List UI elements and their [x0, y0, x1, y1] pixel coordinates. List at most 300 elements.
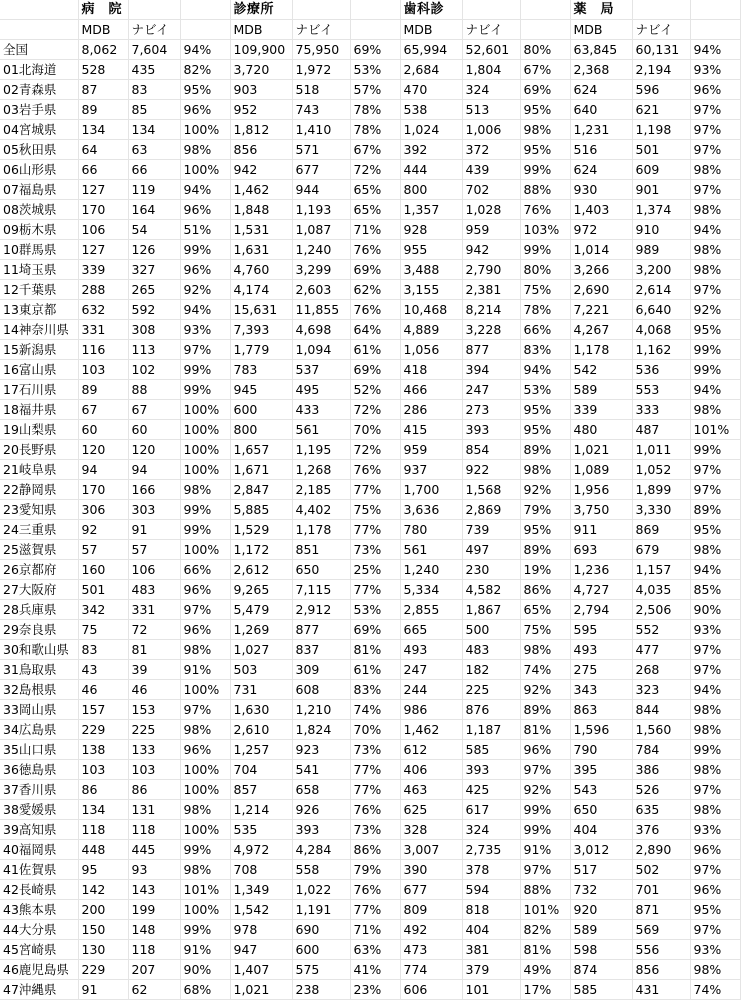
- value-cell: 4,174: [230, 280, 292, 300]
- value-cell: 230: [462, 560, 520, 580]
- value-cell: 8,062: [78, 40, 128, 60]
- value-cell: 131: [128, 800, 180, 820]
- value-cell: 621: [632, 100, 690, 120]
- value-cell: 493: [570, 640, 632, 660]
- value-cell: 1,056: [400, 340, 462, 360]
- value-cell: 1,568: [462, 480, 520, 500]
- value-cell: 3,228: [462, 320, 520, 340]
- value-cell: 497: [462, 540, 520, 560]
- value-cell: 517: [570, 860, 632, 880]
- value-cell: 98%: [180, 860, 230, 880]
- value-cell: 526: [632, 780, 690, 800]
- value-cell: 4,284: [292, 840, 350, 860]
- value-cell: 2,912: [292, 600, 350, 620]
- value-cell: 393: [462, 760, 520, 780]
- value-cell: 4,698: [292, 320, 350, 340]
- value-cell: 62: [128, 980, 180, 1000]
- value-cell: 81%: [520, 940, 570, 960]
- value-cell: 876: [462, 700, 520, 720]
- value-cell: 98%: [690, 760, 740, 780]
- value-cell: 100%: [180, 680, 230, 700]
- value-cell: 589: [570, 920, 632, 940]
- value-cell: 871: [632, 900, 690, 920]
- value-cell: 66: [128, 160, 180, 180]
- value-cell: 3,200: [632, 260, 690, 280]
- value-cell: 406: [400, 760, 462, 780]
- value-cell: 120: [128, 440, 180, 460]
- value-cell: 445: [128, 840, 180, 860]
- table-row: [0, 520, 740, 540]
- table-row: [0, 540, 740, 560]
- value-cell: 3,720: [230, 60, 292, 80]
- group-pharmacy-header: 薬 局: [570, 0, 632, 20]
- value-cell: 74%: [690, 980, 740, 1000]
- value-cell: 650: [570, 800, 632, 820]
- value-cell: 96%: [520, 740, 570, 760]
- value-cell: 77%: [350, 580, 400, 600]
- value-cell: 89%: [690, 500, 740, 520]
- value-cell: 52%: [350, 380, 400, 400]
- value-cell: 1,172: [230, 540, 292, 560]
- value-cell: 790: [570, 740, 632, 760]
- value-cell: 2,185: [292, 480, 350, 500]
- value-cell: 53%: [350, 60, 400, 80]
- value-cell: 1,052: [632, 460, 690, 480]
- value-cell: 118: [78, 820, 128, 840]
- value-cell: 2,690: [570, 280, 632, 300]
- value-cell: 98%: [690, 260, 740, 280]
- region-name-cell: 18福井県: [0, 400, 78, 420]
- table-row: [0, 560, 740, 580]
- value-cell: 708: [230, 860, 292, 880]
- value-cell: 86%: [350, 840, 400, 860]
- value-cell: 96%: [690, 840, 740, 860]
- value-cell: 98%: [690, 800, 740, 820]
- value-cell: 1,374: [632, 200, 690, 220]
- value-cell: 1,824: [292, 720, 350, 740]
- region-name-cell: 46鹿児島県: [0, 960, 78, 980]
- value-cell: 69%: [520, 80, 570, 100]
- value-cell: 76%: [520, 200, 570, 220]
- value-cell: 67%: [520, 60, 570, 80]
- region-name-cell: 41佐賀県: [0, 860, 78, 880]
- value-cell: 612: [400, 740, 462, 760]
- value-cell: 53%: [520, 380, 570, 400]
- value-cell: 98%: [690, 700, 740, 720]
- value-cell: 1,240: [400, 560, 462, 580]
- value-cell: 989: [632, 240, 690, 260]
- region-name-cell: 44大分県: [0, 920, 78, 940]
- value-cell: 4,068: [632, 320, 690, 340]
- value-cell: 97%: [690, 140, 740, 160]
- value-cell: 97%: [690, 100, 740, 120]
- value-cell: 17%: [520, 980, 570, 1000]
- value-cell: 947: [230, 940, 292, 960]
- value-cell: 501: [78, 580, 128, 600]
- value-cell: 67: [128, 400, 180, 420]
- value-cell: 77%: [350, 780, 400, 800]
- value-cell: 677: [400, 880, 462, 900]
- value-cell: 95: [78, 860, 128, 880]
- value-cell: 930: [570, 180, 632, 200]
- value-cell: 1,240: [292, 240, 350, 260]
- value-cell: 100%: [180, 420, 230, 440]
- value-cell: 3,750: [570, 500, 632, 520]
- value-cell: 142: [78, 880, 128, 900]
- value-cell: 538: [400, 100, 462, 120]
- value-cell: 76%: [350, 880, 400, 900]
- region-name-cell: 19山梨県: [0, 420, 78, 440]
- subheader-mdb: MDB: [78, 20, 128, 40]
- table-row: [0, 480, 740, 500]
- value-cell: 1,022: [292, 880, 350, 900]
- value-cell: 143: [128, 880, 180, 900]
- value-cell: 170: [78, 200, 128, 220]
- value-cell: 106: [128, 560, 180, 580]
- value-cell: 98%: [180, 720, 230, 740]
- value-cell: 94: [78, 460, 128, 480]
- value-cell: 404: [462, 920, 520, 940]
- value-cell: 541: [292, 760, 350, 780]
- value-cell: 265: [128, 280, 180, 300]
- value-cell: 81%: [520, 720, 570, 740]
- value-cell: 595: [570, 620, 632, 640]
- value-cell: 95%: [690, 900, 740, 920]
- region-name-cell: 08茨城県: [0, 200, 78, 220]
- table-row: [0, 380, 740, 400]
- value-cell: 120: [78, 440, 128, 460]
- value-cell: 97%: [180, 340, 230, 360]
- value-cell: 5,885: [230, 500, 292, 520]
- value-cell: 75,950: [292, 40, 350, 60]
- value-cell: 3,012: [570, 840, 632, 860]
- value-cell: 79%: [520, 500, 570, 520]
- table-row: [0, 720, 740, 740]
- region-name-cell: 35山口県: [0, 740, 78, 760]
- value-cell: 61%: [350, 660, 400, 680]
- region-name-cell: 34広島県: [0, 720, 78, 740]
- value-cell: 1,700: [400, 480, 462, 500]
- value-cell: 86%: [520, 580, 570, 600]
- value-cell: 182: [462, 660, 520, 680]
- value-cell: 774: [400, 960, 462, 980]
- value-cell: 448: [78, 840, 128, 860]
- value-cell: 60: [128, 420, 180, 440]
- value-cell: 98%: [520, 640, 570, 660]
- value-cell: 528: [78, 60, 128, 80]
- value-cell: 73%: [350, 740, 400, 760]
- value-cell: 134: [128, 120, 180, 140]
- table-row: [0, 220, 740, 240]
- value-cell: 76%: [350, 300, 400, 320]
- table-row: [0, 100, 740, 120]
- value-cell: 238: [292, 980, 350, 1000]
- value-cell: 959: [400, 440, 462, 460]
- value-cell: 199: [128, 900, 180, 920]
- value-cell: 3,007: [400, 840, 462, 860]
- value-cell: 247: [462, 380, 520, 400]
- value-cell: 23%: [350, 980, 400, 1000]
- value-cell: 324: [462, 80, 520, 100]
- value-cell: 844: [632, 700, 690, 720]
- value-cell: 95%: [520, 400, 570, 420]
- region-name-cell: 29奈良県: [0, 620, 78, 640]
- value-cell: 71%: [350, 220, 400, 240]
- value-cell: 624: [570, 80, 632, 100]
- value-cell: 404: [570, 820, 632, 840]
- value-cell: 97%: [690, 860, 740, 880]
- table-row: [0, 160, 740, 180]
- value-cell: 92%: [520, 480, 570, 500]
- value-cell: 495: [292, 380, 350, 400]
- table-row: [0, 920, 740, 940]
- value-cell: 1,630: [230, 700, 292, 720]
- value-cell: 92%: [690, 300, 740, 320]
- value-cell: 986: [400, 700, 462, 720]
- value-cell: 95%: [520, 520, 570, 540]
- value-cell: 372: [462, 140, 520, 160]
- value-cell: 53%: [350, 600, 400, 620]
- group-clinic-header: 診療所: [230, 0, 292, 20]
- value-cell: 955: [400, 240, 462, 260]
- value-cell: 569: [632, 920, 690, 940]
- value-cell: 393: [462, 420, 520, 440]
- value-cell: 57%: [350, 80, 400, 100]
- value-cell: 1,657: [230, 440, 292, 460]
- value-cell: 76%: [350, 800, 400, 820]
- value-cell: 81: [128, 640, 180, 660]
- value-cell: 95%: [520, 140, 570, 160]
- value-cell: 596: [632, 80, 690, 100]
- value-cell: 225: [128, 720, 180, 740]
- value-cell: 2,603: [292, 280, 350, 300]
- value-cell: 542: [570, 360, 632, 380]
- region-name-cell: 06山形県: [0, 160, 78, 180]
- value-cell: 543: [570, 780, 632, 800]
- value-cell: 585: [570, 980, 632, 1000]
- value-cell: 94%: [690, 40, 740, 60]
- value-cell: 4,972: [230, 840, 292, 860]
- value-cell: 82%: [180, 60, 230, 80]
- value-cell: 25%: [350, 560, 400, 580]
- value-cell: 98%: [520, 120, 570, 140]
- value-cell: 150: [78, 920, 128, 940]
- value-cell: 76%: [350, 240, 400, 260]
- value-cell: 1,198: [632, 120, 690, 140]
- table-row: [0, 700, 740, 720]
- value-cell: 100%: [180, 780, 230, 800]
- value-cell: 658: [292, 780, 350, 800]
- value-cell: 635: [632, 800, 690, 820]
- value-cell: 585: [462, 740, 520, 760]
- region-name-cell: 04宮城県: [0, 120, 78, 140]
- table-row: [0, 980, 740, 1000]
- value-cell: 679: [632, 540, 690, 560]
- value-cell: 328: [400, 820, 462, 840]
- value-cell: 394: [462, 360, 520, 380]
- value-cell: 837: [292, 640, 350, 660]
- value-cell: 856: [230, 140, 292, 160]
- table-row: [0, 360, 740, 380]
- value-cell: 52,601: [462, 40, 520, 60]
- value-cell: 501: [632, 140, 690, 160]
- value-cell: 731: [230, 680, 292, 700]
- value-cell: 75%: [350, 500, 400, 520]
- value-cell: 333: [632, 400, 690, 420]
- value-cell: 1,214: [230, 800, 292, 820]
- value-cell: 99%: [180, 520, 230, 540]
- value-cell: 93%: [690, 820, 740, 840]
- value-cell: 90%: [180, 960, 230, 980]
- value-cell: 82%: [520, 920, 570, 940]
- table-row: [0, 620, 740, 640]
- region-name-cell: 30和歌山県: [0, 640, 78, 660]
- value-cell: 513: [462, 100, 520, 120]
- value-cell: 46: [128, 680, 180, 700]
- value-cell: 99%: [180, 500, 230, 520]
- value-cell: 97%: [690, 480, 740, 500]
- value-cell: 65%: [350, 200, 400, 220]
- region-name-cell: 28兵庫県: [0, 600, 78, 620]
- value-cell: 91%: [520, 840, 570, 860]
- value-cell: 677: [292, 160, 350, 180]
- value-cell: 1,349: [230, 880, 292, 900]
- value-cell: 1,804: [462, 60, 520, 80]
- value-cell: 381: [462, 940, 520, 960]
- value-cell: 463: [400, 780, 462, 800]
- value-cell: 1,779: [230, 340, 292, 360]
- table-row: [0, 320, 740, 340]
- value-cell: 160: [78, 560, 128, 580]
- value-cell: 518: [292, 80, 350, 100]
- value-cell: 83%: [350, 680, 400, 700]
- value-cell: 57: [78, 540, 128, 560]
- table-row: [0, 660, 740, 680]
- value-cell: 119: [128, 180, 180, 200]
- value-cell: 200: [78, 900, 128, 920]
- region-name-cell: 47沖縄県: [0, 980, 78, 1000]
- value-cell: 800: [400, 180, 462, 200]
- region-name-cell: 40福岡県: [0, 840, 78, 860]
- table-row: [0, 940, 740, 960]
- value-cell: 92%: [520, 780, 570, 800]
- value-cell: 86: [128, 780, 180, 800]
- value-cell: 98%: [690, 720, 740, 740]
- value-cell: 89%: [520, 540, 570, 560]
- value-cell: 97%: [690, 180, 740, 200]
- region-name-cell: 02青森県: [0, 80, 78, 100]
- value-cell: 600: [230, 400, 292, 420]
- value-cell: 1,011: [632, 440, 690, 460]
- region-name-cell: 01北海道: [0, 60, 78, 80]
- value-cell: 273: [462, 400, 520, 420]
- value-cell: 1,268: [292, 460, 350, 480]
- value-cell: 3,488: [400, 260, 462, 280]
- value-cell: 79%: [350, 860, 400, 880]
- value-cell: 286: [400, 400, 462, 420]
- value-cell: 65%: [350, 180, 400, 200]
- value-cell: 95%: [520, 420, 570, 440]
- value-cell: 41%: [350, 960, 400, 980]
- value-cell: 43: [78, 660, 128, 680]
- group-header-row: [0, 0, 740, 20]
- value-cell: 97%: [690, 920, 740, 940]
- value-cell: 73%: [350, 540, 400, 560]
- value-cell: 70%: [350, 720, 400, 740]
- value-cell: 901: [632, 180, 690, 200]
- value-cell: 96%: [180, 200, 230, 220]
- value-cell: 2,610: [230, 720, 292, 740]
- value-cell: 693: [570, 540, 632, 560]
- value-cell: 732: [570, 880, 632, 900]
- region-name-cell: 11埼玉県: [0, 260, 78, 280]
- value-cell: 470: [400, 80, 462, 100]
- value-cell: 103: [128, 760, 180, 780]
- value-cell: 116: [78, 340, 128, 360]
- value-cell: 1,027: [230, 640, 292, 660]
- value-cell: 89: [78, 380, 128, 400]
- value-cell: 854: [462, 440, 520, 460]
- value-cell: 97%: [520, 860, 570, 880]
- value-cell: 93%: [690, 620, 740, 640]
- value-cell: 2,684: [400, 60, 462, 80]
- value-cell: 94%: [180, 300, 230, 320]
- value-cell: 1,531: [230, 220, 292, 240]
- value-cell: 952: [230, 100, 292, 120]
- value-cell: 473: [400, 940, 462, 960]
- value-cell: 100%: [180, 120, 230, 140]
- value-cell: 102: [128, 360, 180, 380]
- table-row: [0, 760, 740, 780]
- value-cell: 1,357: [400, 200, 462, 220]
- region-name-cell: 16富山県: [0, 360, 78, 380]
- value-cell: 1,257: [230, 740, 292, 760]
- value-cell: 66%: [180, 560, 230, 580]
- subheader-navi: ナビイ: [462, 20, 520, 40]
- value-cell: 89: [78, 100, 128, 120]
- value-cell: 4,760: [230, 260, 292, 280]
- value-cell: 911: [570, 520, 632, 540]
- value-cell: 2,890: [632, 840, 690, 860]
- value-cell: 780: [400, 520, 462, 540]
- value-cell: 94%: [180, 40, 230, 60]
- value-cell: 606: [400, 980, 462, 1000]
- value-cell: 96%: [690, 880, 740, 900]
- value-cell: 275: [570, 660, 632, 680]
- value-cell: 99%: [520, 820, 570, 840]
- region-name-cell: 17石川県: [0, 380, 78, 400]
- value-cell: 2,735: [462, 840, 520, 860]
- value-cell: 64%: [350, 320, 400, 340]
- value-cell: 96%: [180, 580, 230, 600]
- value-cell: 3,266: [570, 260, 632, 280]
- value-cell: 103%: [520, 220, 570, 240]
- value-cell: 83: [128, 80, 180, 100]
- region-name-cell: 03岩手県: [0, 100, 78, 120]
- value-cell: 100%: [180, 900, 230, 920]
- value-cell: 98%: [690, 240, 740, 260]
- value-cell: 65%: [520, 600, 570, 620]
- table-row: [0, 420, 740, 440]
- value-cell: 157: [78, 700, 128, 720]
- value-cell: 69%: [350, 360, 400, 380]
- region-name-cell: 42長崎県: [0, 880, 78, 900]
- value-cell: 138: [78, 740, 128, 760]
- region-name-cell: 23愛知県: [0, 500, 78, 520]
- value-cell: 72: [128, 620, 180, 640]
- value-cell: 536: [632, 360, 690, 380]
- value-cell: 100%: [180, 440, 230, 460]
